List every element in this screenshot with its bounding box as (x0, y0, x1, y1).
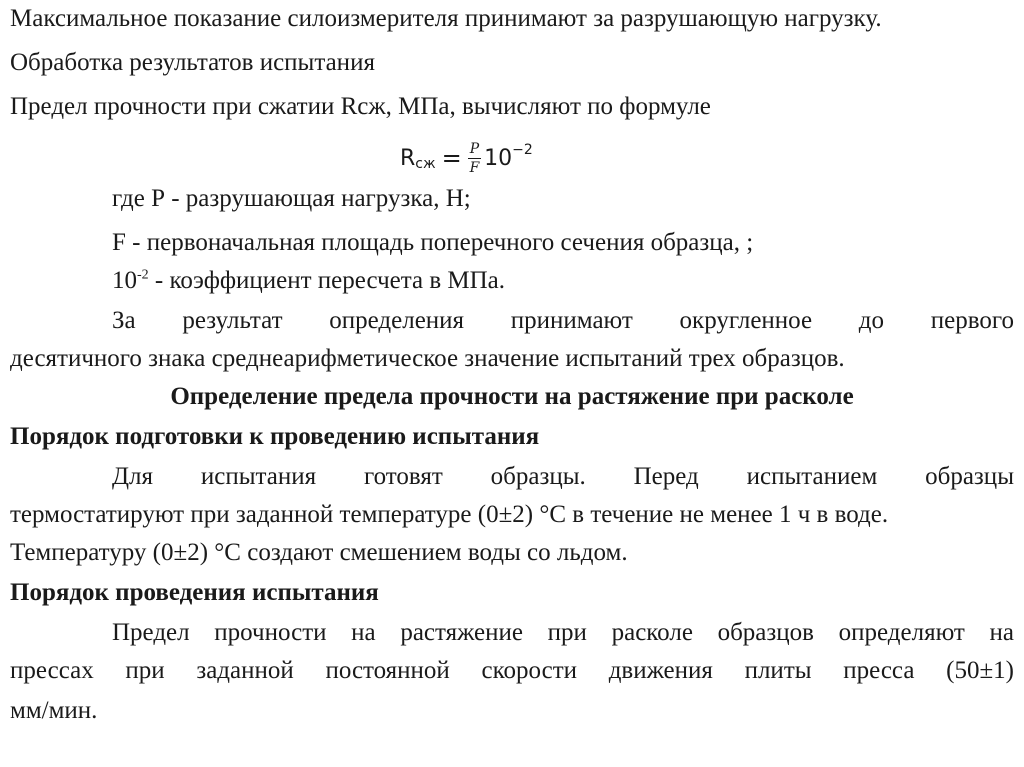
definition-coefficient (112, 266, 1014, 296)
coefficient-description: - коэффициент пересчета в МПа. (148, 267, 506, 294)
coefficient-base: 10 (112, 267, 137, 294)
section-processing-results: Обработка результатов испытания (10, 49, 375, 76)
paragraph-max-load: Максимальное показание силоизмерителя принимают за разрушающую нагрузку. (10, 5, 882, 32)
paragraph-procedure-line-1: Предел прочности на растяжение при расколе образцов определяют на (112, 619, 1014, 646)
heading-split-tensile-strength: Определение предела прочности на растяжение при расколе (170, 383, 854, 410)
formula-fraction (468, 141, 481, 176)
paragraph-preparation-line-1: Для испытания готовят образцы. Перед испытанием образцы (112, 463, 1014, 490)
paragraph-preparation-line-3: Температуру (0±2) °С создают смешением воды со льдом. (10, 539, 628, 566)
formula-denominator: F (469, 159, 480, 176)
heading-test-procedure: Порядок проведения испытания (10, 579, 379, 606)
formula-factor: 10 (484, 145, 513, 171)
formula-factor-exponent: −2 (512, 142, 533, 158)
paragraph-formula-intro: Предел прочности при сжатии Rсж, МПа, вычисляют по формуле (10, 93, 711, 120)
paragraph-result-line-2: десятичного знака среднеарифметическое значение испытаний трех образцов. (10, 345, 845, 372)
definition-p: где Р - разрушающая нагрузка, Н; (112, 185, 471, 212)
compressive-strength-formula (400, 134, 533, 182)
paragraph-procedure-line-2: прессах при заданной постоянной скорости движения плиты пресса (50±1) (10, 657, 1014, 684)
paragraph-procedure-line-3: мм/мин. (10, 697, 98, 724)
definition-f: F - первоначальная площадь поперечного сечения образца, ; (112, 229, 754, 256)
formula-numerator: P (469, 140, 480, 157)
formula-equals: = (441, 144, 462, 172)
heading-preparation-procedure: Порядок подготовки к проведению испытания (10, 423, 540, 450)
paragraph-preparation-line-2: термостатируют при заданной температуре (0±2) °С в течение не менее 1 ч в воде. (10, 501, 889, 528)
paragraph-result-line-1: За результат определения принимают округленное до первого (112, 307, 1014, 334)
formula-lhs-subscript: сж (415, 156, 436, 172)
formula-lhs: R (400, 145, 416, 171)
coefficient-exponent: -2 (137, 267, 149, 283)
